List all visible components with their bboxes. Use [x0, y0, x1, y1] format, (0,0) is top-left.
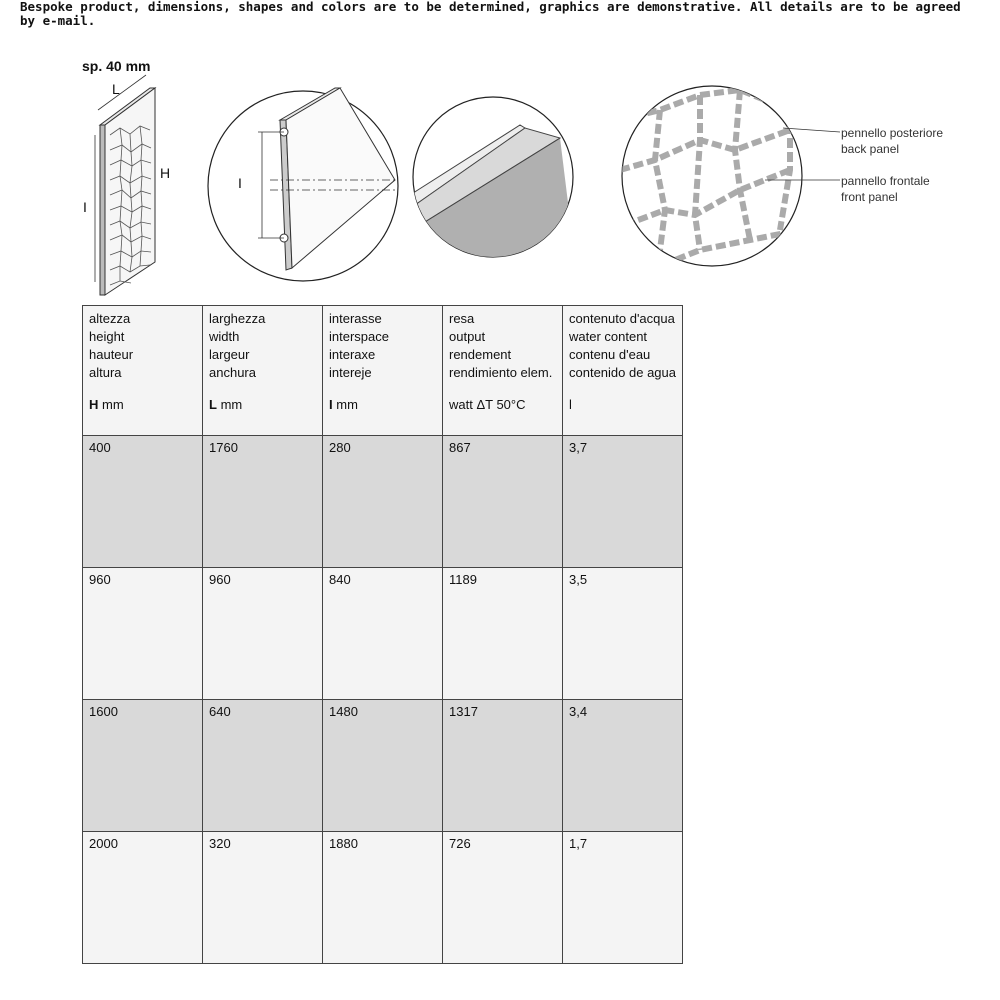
label-L: L [112, 81, 120, 97]
cell-water-content: 1,7 [563, 832, 683, 964]
header-output: resa output rendement rendimiento elem. watt ΔT 50°C [443, 306, 563, 436]
label-H: H [160, 165, 171, 181]
header-water-content: contenuto d'acqua water content contenu d'eau contenido de agua l [563, 306, 683, 436]
cell-width: 640 [203, 700, 323, 832]
cell-height: 400 [83, 436, 203, 568]
circle-detail-pattern [620, 86, 943, 270]
back-panel-en-label: back panel [841, 142, 900, 156]
header-interspace: interasse interspace interaxe intereje I mm [323, 306, 443, 436]
cell-width: 320 [203, 832, 323, 964]
circle-detail-interspace [208, 88, 398, 281]
table-row [83, 700, 683, 832]
cell-height: 960 [83, 568, 203, 700]
table-row [83, 436, 683, 568]
table-header-row [83, 306, 683, 436]
header-height: altezza height hauteur altura H mm [83, 306, 203, 436]
cell-output: 1189 [443, 568, 563, 700]
circle-detail-edge [400, 97, 580, 300]
radiator-panel-drawing [83, 75, 170, 295]
cell-interspace: 840 [323, 568, 443, 700]
header-width: larghezza width largeur anchura L mm [203, 306, 323, 436]
technical-diagram [0, 0, 1000, 300]
front-panel-it-label: pannello frontale [841, 174, 930, 188]
cell-height: 1600 [83, 700, 203, 832]
cell-interspace: 1880 [323, 832, 443, 964]
cell-output: 867 [443, 436, 563, 568]
label-I-detail: I [238, 175, 242, 191]
notice-text: Bespoke product, dimensions, shapes and colors are to be determined, graphics are demonstrative. All details are to be agreed by e-mail. [20, 0, 961, 28]
cell-interspace: 280 [323, 436, 443, 568]
spec-table [82, 305, 683, 964]
front-panel-en-label: front panel [841, 190, 898, 204]
cell-interspace: 1480 [323, 700, 443, 832]
thickness-label: sp. 40 mm [82, 58, 151, 74]
back-panel-it-label: pennello posteriore [841, 126, 944, 140]
cell-water-content: 3,5 [563, 568, 683, 700]
cell-water-content: 3,4 [563, 700, 683, 832]
table-row [83, 568, 683, 700]
cell-water-content: 3,7 [563, 436, 683, 568]
cell-output: 1317 [443, 700, 563, 832]
table-row [83, 832, 683, 964]
cell-output: 726 [443, 832, 563, 964]
cell-width: 1760 [203, 436, 323, 568]
cell-width: 960 [203, 568, 323, 700]
label-I-left: I [83, 199, 87, 215]
cell-height: 2000 [83, 832, 203, 964]
